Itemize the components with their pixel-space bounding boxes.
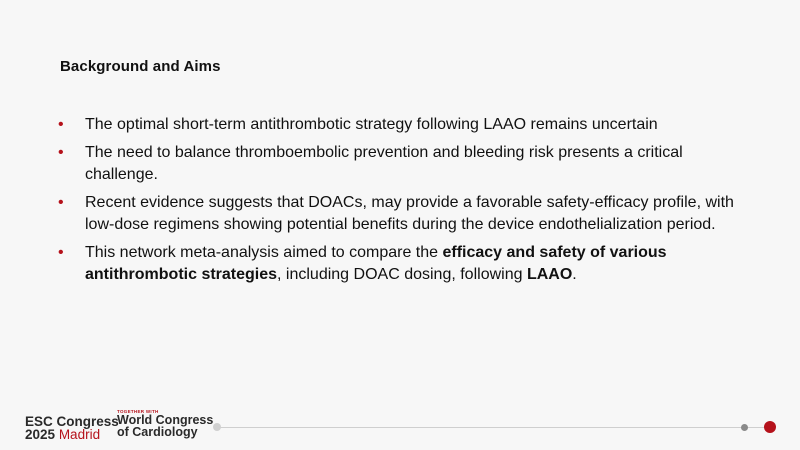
bullet-dot-icon: • — [58, 143, 64, 161]
bullet-text: Recent evidence suggests that DOACs, may provide a favorable safety-efficacy profile, with low-dose regimens showing potential benefits during the device endothelialization period. — [85, 193, 734, 233]
bullet-text: The optimal short-term antithrombotic strategy following LAAO remains uncertain — [85, 116, 658, 133]
footer — [0, 405, 800, 450]
esc-logo-year: 2025 — [25, 427, 56, 442]
esc-logo-city: Madrid — [58, 427, 101, 442]
wcc-line2: of Cardiology — [117, 425, 198, 439]
bullet-text: . — [572, 266, 577, 283]
wcc-line1: World Congress — [117, 413, 214, 427]
bullet-text: , including DOAC dosing, following — [277, 266, 527, 283]
world-congress-logo — [117, 409, 213, 438]
bullet-text: This network meta-analysis aimed to compare the — [85, 243, 443, 261]
timeline-red-dot-icon — [764, 421, 776, 433]
bullet-item — [58, 242, 738, 287]
bullet-item — [58, 192, 738, 237]
timeline-start-dot-icon — [213, 423, 221, 431]
bullet-text-bold: efficacy and safety of various antithrombotic strategies — [85, 243, 667, 283]
bullet-list — [58, 114, 738, 292]
esc-logo-line1: ESC Congress — [25, 414, 119, 429]
progress-timeline — [216, 427, 772, 428]
together-with-label: TOGETHER WITH — [117, 409, 159, 414]
bullet-text: The need to balance thromboembolic prevention and bleeding risk presents a critical challenge. — [85, 143, 683, 183]
bullet-dot-icon: • — [58, 116, 64, 133]
bullet-dot-icon: • — [58, 193, 64, 211]
timeline-grey-dot-icon — [741, 424, 748, 431]
bullet-text-bold: LAAO — [526, 266, 573, 283]
esc-congress-logo — [25, 415, 119, 441]
slide-title: Background and Aims — [60, 58, 221, 75]
bullet-item — [58, 142, 738, 187]
bullet-dot-icon: • — [58, 243, 64, 261]
bullet-item — [58, 114, 738, 137]
